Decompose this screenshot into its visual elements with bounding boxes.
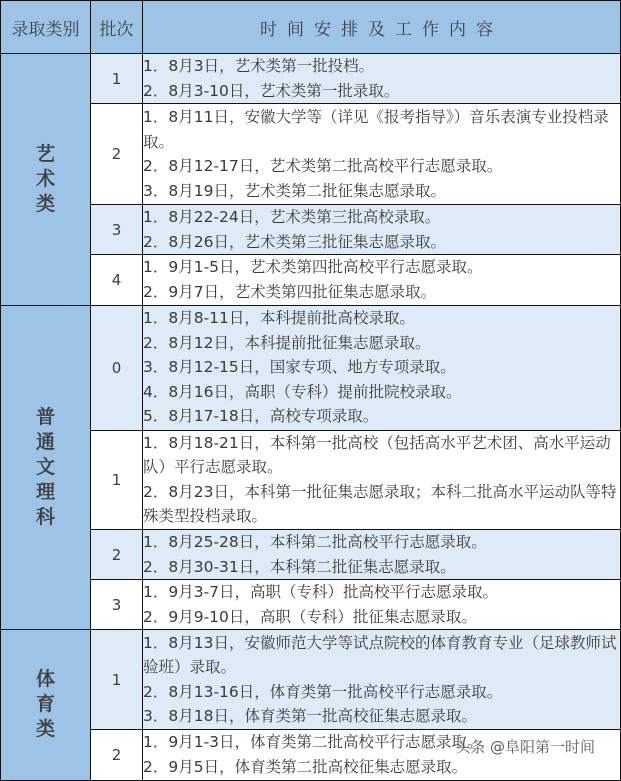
content-line: 1．8月8-11日，本科提前批高校录取。: [143, 309, 415, 328]
table-row: [1, 54, 621, 104]
table-row: [1, 580, 621, 630]
content-line: 2．8月13-16日，体育类第一批高校平行志愿录取。: [143, 682, 503, 701]
content-line: 1．8月18-21日，本科第一批高校（包括高水平艺术团、高水平运动队）平行志愿录取。: [143, 433, 611, 477]
content-line: 1．8月11日，安徽大学等（详见《报考指导》）音乐表演专业投档录取。: [143, 108, 609, 151]
batch-cell: 4: [91, 255, 143, 305]
content-line: 2．9月5日，体育类第二批高校征集志愿录取。: [143, 757, 468, 776]
batch-cell: 1: [91, 430, 143, 529]
content-line: 2．8月12-17日，艺术类第二批高校平行志愿录取。: [143, 157, 503, 176]
content-cell: [143, 255, 621, 305]
content-line: 1．8月3日，艺术类第一批投档。: [143, 57, 375, 75]
table-row: [1, 430, 621, 529]
content-cell: [143, 580, 621, 630]
content-cell: [143, 430, 621, 529]
batch-cell: 2: [91, 730, 143, 780]
content-line: 4．8月16日，高职（专科）提前批院校录取。: [143, 382, 462, 401]
batch-cell: 3: [91, 580, 143, 630]
content-cell: [143, 305, 621, 430]
table-row: [1, 305, 621, 430]
content-line: 2．8月23日，本科第一批征集志愿录取；本科二批高水平运动队等特殊类型投档录取。: [143, 482, 617, 526]
watermark: 头条 @阜阳第一时间: [455, 738, 595, 756]
content-line: 5．8月17-18日，高校专项录取。: [143, 407, 379, 426]
category-label: 普通文理科: [35, 405, 55, 528]
content-line: 2．8月3-10日，艺术类第一批录取。: [143, 81, 400, 100]
category-cell-art: [1, 54, 91, 306]
table-row: [1, 104, 621, 205]
category-cell-sports: [1, 630, 91, 780]
content-line: 3．8月12-15日，国家专项、地方专项录取。: [143, 358, 456, 377]
table-row: [1, 205, 621, 255]
content-line: 3．8月18日，体育类第一批高校征集志愿录取。: [143, 707, 477, 726]
content-line: 2．8月30-31日，本科第二批征集志愿录取。: [143, 557, 456, 576]
batch-cell: 2: [91, 104, 143, 205]
content-line: 1．9月1-5日，艺术类第四批高校平行志愿录取。: [143, 258, 483, 277]
header-category: 录取类别: [1, 1, 91, 54]
category-cell-general: [1, 305, 91, 630]
table-row: [1, 255, 621, 305]
category-label: 体育类: [35, 668, 55, 741]
content-line: 1．9月1-3日，体育类第二批高校平行志愿录取。: [143, 733, 483, 752]
content-line: 2．8月26日，艺术类第三批征集志愿录取。: [143, 232, 446, 251]
batch-cell: 0: [91, 305, 143, 430]
header-row: [1, 1, 621, 54]
header-content: 时间安排及工作内容: [143, 1, 621, 54]
content-cell: [143, 104, 621, 205]
content-cell: [143, 529, 621, 579]
batch-cell: 2: [91, 529, 143, 579]
content-line: 1．9月3-7日，高职（专科）批高校平行志愿录取。: [143, 583, 499, 602]
batch-cell: 1: [91, 54, 143, 104]
header-batch: 批次: [91, 1, 143, 54]
content-cell: [143, 630, 621, 730]
content-cell: [143, 205, 621, 255]
content-cell: [143, 54, 621, 104]
table-row: [1, 529, 621, 579]
content-line: 3．8月19日，艺术类第二批征集志愿录取。: [143, 181, 446, 200]
batch-cell: 1: [91, 630, 143, 730]
content-line: 2．9月7日，艺术类第四批征集志愿录取。: [143, 282, 437, 301]
content-line: 2．9月9-10日，高职（专科）批征集志愿录取。: [143, 607, 477, 626]
content-line: 1．8月22-24日，艺术类第三批高校录取。: [143, 208, 441, 227]
batch-cell: 3: [91, 205, 143, 255]
content-line: 1．8月13日，安徽师范大学等试点院校的体育教育专业（足球教师试验班）录取。: [143, 633, 617, 677]
content-line: 2．8月12日，本科提前批征集志愿录取。: [143, 333, 431, 352]
content-line: 1．8月25-28日，本科第二批高校平行志愿录取。: [143, 532, 487, 551]
table-row: [1, 630, 621, 730]
category-label: 艺术类: [35, 142, 55, 215]
